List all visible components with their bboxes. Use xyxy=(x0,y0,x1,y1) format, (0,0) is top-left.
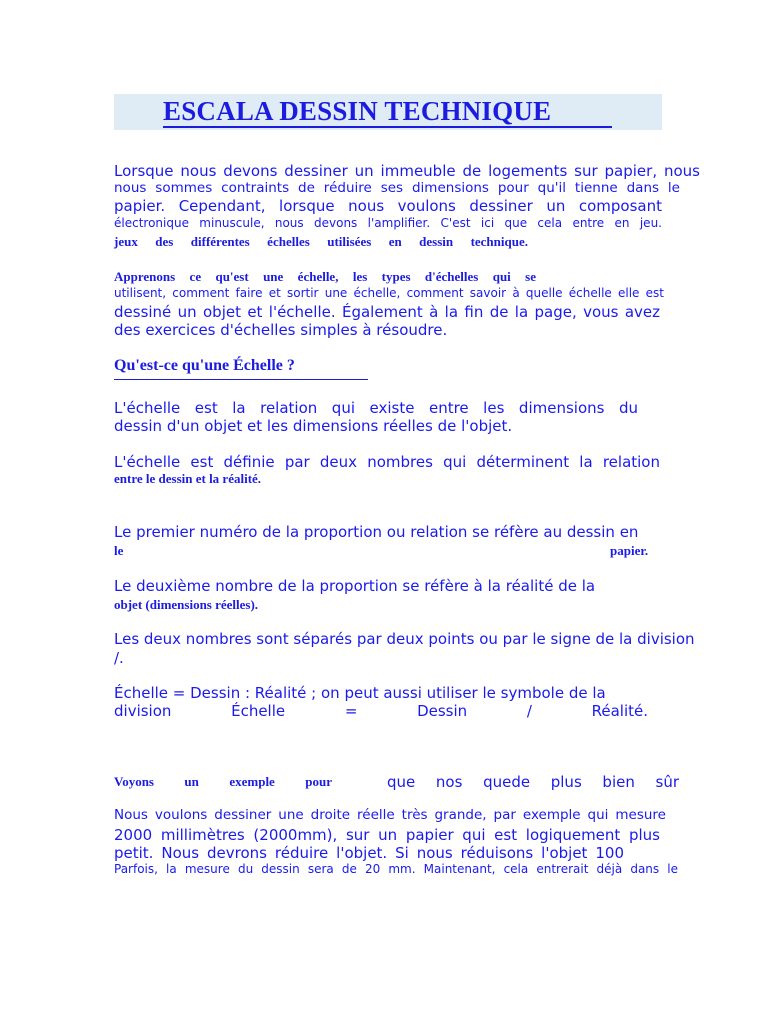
p4-line-2: objet (dimensions réelles). xyxy=(114,597,259,612)
p3-line-1: Le premier numéro de la proportion ou relation se réfère au dessin en xyxy=(114,523,639,541)
p8-line-3: petit. Nous devrons réduire l'objet. Si nous réduisons l'objet 100 xyxy=(114,844,624,862)
page-title: ESCALA DESSIN TECHNIQUE xyxy=(163,96,552,126)
intro-line-4: électronique minuscule, nous devons l'amplifier. C'est ici que cela entre en jeu. xyxy=(114,216,662,230)
p8-line-4: Parfois, la mesure du dessin sera de 20 mm. Maintenant, cela entrerait déjà dans le xyxy=(114,862,678,876)
p5-line-2: /. xyxy=(114,649,124,667)
intro-line-3: papier. Cependant, lorsque nous voulons dessiner un composant xyxy=(114,197,662,215)
intro-line-1: Lorsque nous devons dessiner un immeuble de logements sur papier, nous xyxy=(114,162,700,180)
learn-line-2: utilisent, comment faire et sortir une échelle, comment savoir à quelle échelle elle est xyxy=(114,286,664,300)
p7-part-b: que nos quede plus bien sûr xyxy=(387,773,679,791)
p1-line-1: L'échelle est la relation qui existe entre les dimensions du xyxy=(114,399,638,417)
learn-line-1: Apprenons ce qu'est une échelle, les types d'échelles qui se xyxy=(114,269,536,284)
p1-line-2: dessin d'un objet et les dimensions réelles de l'objet. xyxy=(114,417,513,435)
p3-line-2-start: le xyxy=(114,543,124,558)
p2-line-2: entre le dessin et la réalité. xyxy=(114,471,262,486)
section-heading: Qu'est-ce qu'une Échelle ? xyxy=(114,357,295,374)
p3-line-2-end: papier. xyxy=(610,543,649,558)
p8-line-1: Nous voulons dessiner une droite réelle très grande, par exemple qui mesure xyxy=(114,807,666,823)
intro-line-2: nous sommes contraints de réduire ses dimensions pour qu'il tienne dans le xyxy=(114,180,680,196)
learn-line-3: dessiné un objet et l'échelle. Également à la fin de la page, vous avez xyxy=(114,303,660,321)
p8-line-2: 2000 millimètres (2000mm), sur un papier qui est logiquement plus xyxy=(114,826,660,844)
title-underline xyxy=(163,126,612,128)
section-heading-underline xyxy=(114,379,368,380)
learn-line-4: des exercices d'échelles simples à résoudre. xyxy=(114,321,448,339)
p6-line-2: division Échelle = Dessin / Réalité. xyxy=(114,702,648,720)
intro-line-5: jeux des différentes échelles utilisées en dessin technique. xyxy=(114,234,528,249)
p7-part-a: Voyons un exemple pour xyxy=(114,774,332,789)
p2-line-1: L'échelle est définie par deux nombres qui déterminent la relation xyxy=(114,453,660,471)
p6-line-1: Échelle = Dessin : Réalité ; on peut aussi utiliser le symbole de la xyxy=(114,684,606,702)
p5-line-1: Les deux nombres sont séparés par deux points ou par le signe de la division xyxy=(114,630,695,648)
p4-line-1: Le deuxième nombre de la proportion se réfère à la réalité de la xyxy=(114,577,596,595)
